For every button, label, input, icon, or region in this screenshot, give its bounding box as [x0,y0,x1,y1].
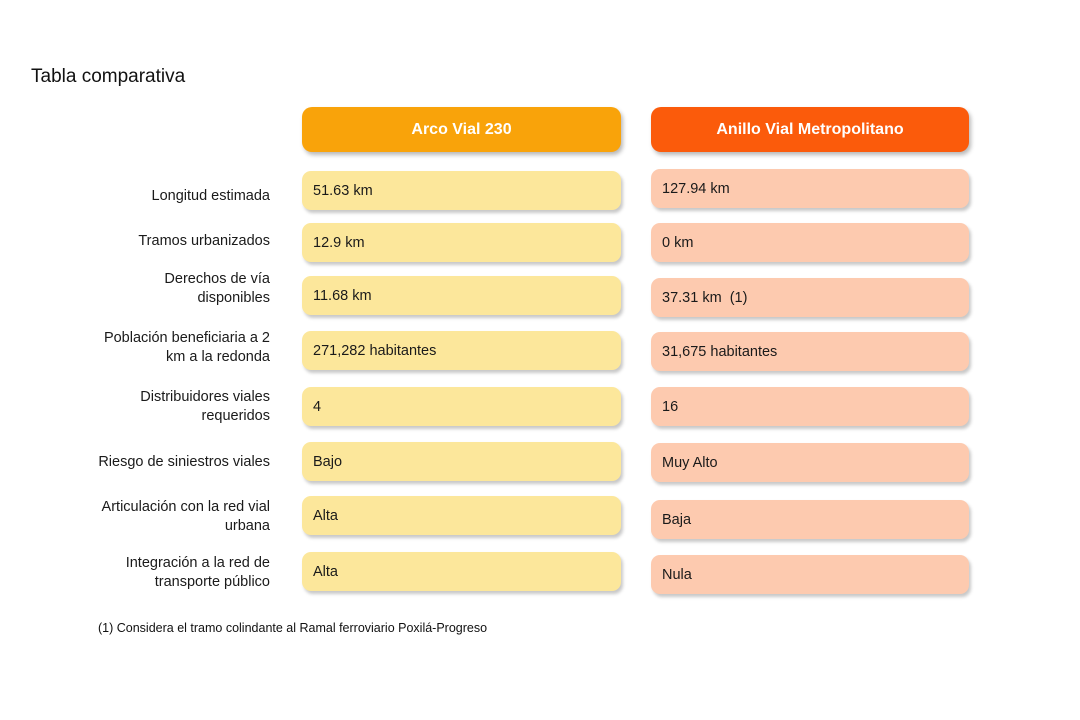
table-cell-arco: 51.63 km [302,171,621,210]
column-header-arco-vial: Arco Vial 230 [302,107,621,152]
page-title: Tabla comparativa [31,66,186,87]
column-header-anillo-vial: Anillo Vial Metropolitano [651,107,969,152]
table-cell-anillo: 31,675 habitantes [651,332,969,371]
row-label: Integración a la red de transporte público [125,555,270,590]
table-cell-arco: 12.9 km [302,223,621,262]
table-cell-arco: 4 [302,387,621,426]
table-cell-arco: 11.68 km [302,276,621,315]
table-cell-anillo: 0 km [651,223,969,262]
table-cell-anillo: Muy Alto [651,443,969,482]
table-cell-arco: Bajo [302,442,621,481]
row-label: Distribuidores viales requeridos [140,389,270,424]
row-label: Tramos urbanizados [138,232,270,249]
table-cell-anillo: Nula [651,555,969,594]
row-label: Longitud estimada [151,187,270,204]
table-cell-arco: Alta [302,552,621,591]
row-label: Población beneficiaria a 2 km a la redonda [103,330,270,365]
table-cell-arco: Alta [302,496,621,535]
row-label: Articulación con la red vial urbana [101,499,270,534]
row-label: Derechos de vía disponibles [164,271,270,306]
table-cell-anillo: Baja [651,500,969,539]
table-cell-anillo: 127.94 km [651,169,969,208]
table-cell-anillo: 16 [651,387,969,426]
table-cell-arco: 271,282 habitantes [302,331,621,370]
table-cell-anillo: 37.31 km (1) [651,278,969,317]
footnote: (1) Considera el tramo colindante al Ramal ferroviario Poxilá-Progreso [98,621,488,635]
row-label: Riesgo de siniestros viales [98,453,270,470]
